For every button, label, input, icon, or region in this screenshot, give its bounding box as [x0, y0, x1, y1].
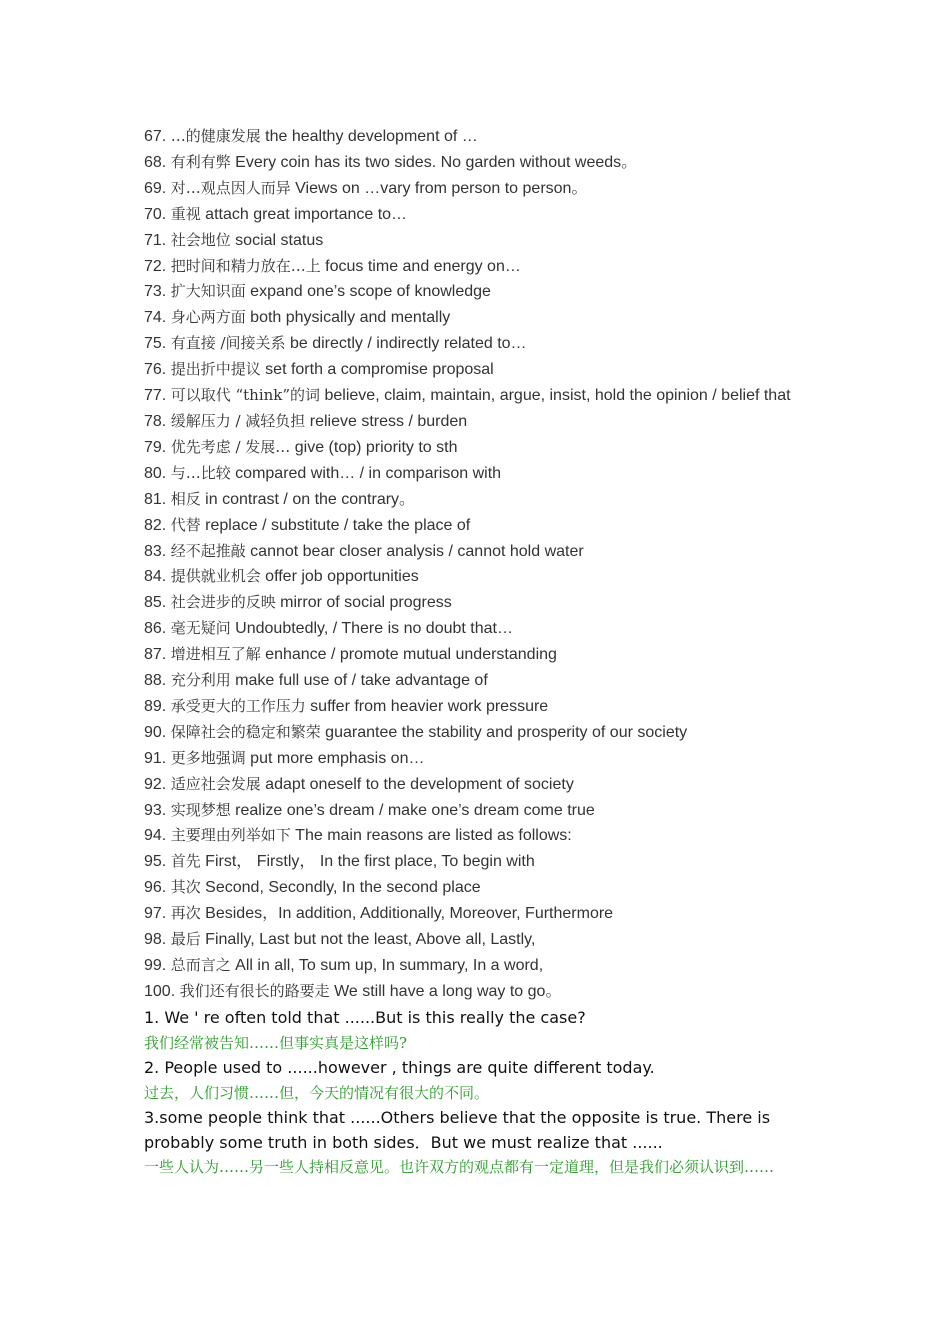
phrase-number: 82.	[144, 516, 167, 534]
phrase-english: compared with… / in comparison with	[235, 464, 502, 482]
template-english: 3.some people think that ......Others believe that the opposite is true. There is probably some truth in both sides．But we must realize that ......	[144, 1107, 771, 1152]
phrase-english: both physically and mentally	[250, 309, 451, 327]
phrase-item	[144, 202, 814, 228]
phrase-number: 75.	[144, 335, 167, 353]
phrase-english: mirror of social progress	[280, 594, 452, 612]
phrase-chinese: 再次	[170, 904, 201, 923]
phrase-chinese: 扩大知识面	[170, 282, 246, 301]
phrase-item	[144, 539, 814, 565]
phrase-item	[144, 435, 814, 461]
phrase-number: 93.	[144, 801, 167, 819]
phrase-item	[144, 305, 814, 331]
phrase-english: Finally, Last but not the least, Above all, Lastly,	[205, 931, 536, 949]
phrase-number: 87.	[144, 646, 167, 664]
phrase-number: 71.	[144, 231, 167, 249]
phrase-chinese: 我们还有很长的路要走	[179, 981, 330, 1000]
phrase-item	[144, 383, 814, 409]
phrase-chinese: 社会进步的反映	[170, 593, 276, 612]
phrase-item	[144, 409, 814, 435]
phrase-number: 96.	[144, 879, 167, 897]
phrase-item	[144, 513, 814, 539]
phrase-english: believe, claim, maintain, argue, insist, hold the opinion / belief that	[324, 387, 791, 405]
phrase-english: expand one’s scope of knowledge	[250, 283, 491, 301]
phrase-chinese: 充分利用	[170, 671, 231, 690]
phrase-item	[144, 279, 814, 305]
phrase-item	[144, 357, 814, 383]
phrase-item	[144, 746, 814, 772]
phrase-english: First， Firstly， In the first place, To begin with	[205, 853, 535, 871]
phrase-english: relieve stress / burden	[309, 412, 468, 430]
template-chinese: 过去，人们习惯……但，今天的情况有很大的不同。	[144, 1083, 490, 1102]
template-chinese: 我们经常被告知……但事实真是这样吗?	[144, 1033, 408, 1052]
phrase-number: 95.	[144, 853, 167, 871]
phrase-number: 74.	[144, 309, 167, 327]
phrase-chinese: 适应社会发展	[170, 774, 261, 793]
phrase-number: 67.	[144, 128, 167, 145]
phrase-number: 83.	[144, 542, 167, 560]
phrase-chinese: 缓解压力 / 减轻负担	[170, 411, 306, 430]
phrase-english: give (top) priority to sth	[294, 438, 458, 456]
phrase-item	[144, 254, 814, 280]
phrase-item	[144, 331, 814, 357]
template-chinese: 一些人认为……另一些人持相反意见。也许双方的观点都有一定道理，但是我们必须认识到……	[144, 1158, 775, 1177]
phrase-number: 72.	[144, 257, 167, 275]
phrase-chinese: 更多地强调	[170, 748, 246, 767]
phrase-chinese: 重视	[170, 204, 201, 223]
phrase-item	[144, 953, 814, 979]
phrase-item	[144, 849, 814, 875]
phrase-item	[144, 979, 814, 1005]
phrase-item	[144, 487, 814, 513]
phrase-english: Views on …vary from person to person。	[295, 179, 588, 197]
phrase-item	[144, 720, 814, 746]
phrase-chinese: 社会地位	[170, 230, 231, 249]
phrase-item	[144, 590, 814, 616]
phrase-chinese: 保障社会的稳定和繁荣	[170, 722, 321, 741]
phrase-english: be directly / indirectly related to…	[289, 335, 527, 353]
phrase-item	[144, 875, 814, 901]
template-english: 2. People used to ......however , things are quite different today.	[144, 1057, 655, 1077]
phrase-number: 81.	[144, 490, 167, 508]
phrase-number: 73.	[144, 283, 167, 301]
phrase-number: 80.	[144, 464, 167, 482]
phrase-chinese: 相反	[170, 489, 201, 508]
template-english: 1. We ' re often told that ......But is this really the case?	[144, 1008, 586, 1027]
phrase-number: 68.	[144, 153, 167, 171]
phrase-item	[144, 461, 814, 487]
phrase-english: attach great importance to…	[205, 205, 408, 223]
phrase-english: in contrast / on the contrary。	[205, 490, 416, 508]
phrase-chinese: 增进相互了解	[170, 645, 261, 664]
phrase-english: social status	[235, 231, 324, 249]
phrase-chinese: 有直接 /间接关系	[170, 334, 286, 353]
phrase-number: 69.	[144, 179, 167, 197]
phrase-item	[144, 823, 814, 849]
phrase-chinese: 提供就业机会	[170, 567, 261, 586]
phrase-chinese: 承受更大的工作压力	[170, 696, 306, 715]
phrase-english: Undoubtedly, / There is no doubt that…	[235, 620, 513, 638]
phrase-english: set forth a compromise proposal	[265, 361, 494, 379]
phrase-number: 89.	[144, 697, 167, 715]
phrase-chinese: 优先考虑 / 发展…	[170, 437, 291, 456]
phrase-chinese: 总而言之	[170, 956, 231, 974]
phrase-item	[144, 901, 814, 927]
phrase-chinese: 其次	[170, 878, 201, 897]
phrase-number: 86.	[144, 620, 167, 638]
phrase-chinese: 与…比较	[170, 463, 231, 482]
phrase-english: Second, Secondly, In the second place	[205, 879, 481, 897]
phrase-chinese: 经不起推敲	[170, 541, 246, 560]
phrase-number: 100.	[144, 982, 176, 1000]
phrase-number: 77.	[144, 387, 167, 405]
phrase-english: offer job opportunities	[265, 568, 419, 586]
phrase-english: Every coin has its two sides. No garden without weeds。	[235, 153, 638, 171]
phrase-item	[144, 772, 814, 798]
phrase-number: 84.	[144, 568, 167, 586]
phrase-item	[144, 927, 814, 953]
phrase-english: realize one’s dream / make one’s dream come true	[235, 801, 595, 819]
phrase-number: 88.	[144, 672, 167, 690]
phrase-english: guarantee the stability and prosperity of our society	[325, 723, 688, 741]
phrase-item	[144, 124, 814, 150]
phrase-number: 99.	[144, 957, 167, 974]
phrase-number: 70.	[144, 205, 167, 223]
phrase-number: 98.	[144, 931, 167, 949]
phrase-english: put more emphasis on…	[250, 749, 425, 767]
phrase-chinese: 有利有弊	[170, 152, 231, 171]
phrase-item	[144, 616, 814, 642]
phrase-item	[144, 228, 814, 254]
phrase-chinese: …的健康发展	[170, 127, 261, 145]
phrase-number: 85.	[144, 594, 167, 612]
template-sentences	[144, 1006, 814, 1180]
phrase-number: 90.	[144, 723, 167, 741]
phrase-english: enhance / promote mutual understanding	[265, 646, 557, 664]
phrase-chinese: 把时间和精力放在…上	[170, 256, 321, 275]
phrase-number: 76.	[144, 361, 167, 379]
phrase-number: 78.	[144, 412, 167, 430]
phrase-english: The main reasons are listed as follows:	[295, 827, 572, 845]
phrase-english: replace / substitute / take the place of	[205, 516, 471, 534]
phrase-chinese: 可以取代 “think”的词	[170, 386, 321, 405]
phrase-chinese: 实现梦想	[170, 800, 231, 819]
phrase-item	[144, 564, 814, 590]
phrase-english: adapt oneself to the development of society	[265, 775, 574, 793]
phrase-english: suffer from heavier work pressure	[310, 697, 549, 715]
phrase-english: All in all, To sum up, In summary, In a word,	[235, 957, 544, 974]
phrase-item	[144, 668, 814, 694]
phrase-item	[144, 150, 814, 176]
phrase-chinese: 提出折中提议	[170, 360, 261, 379]
phrase-item	[144, 642, 814, 668]
phrase-number: 92.	[144, 775, 167, 793]
phrase-number: 91.	[144, 749, 167, 767]
phrase-english: focus time and energy on…	[325, 257, 521, 275]
phrase-english: make full use of / take advantage of	[235, 672, 488, 690]
phrase-english: We still have a long way to go。	[334, 982, 562, 1000]
phrase-chinese: 首先	[170, 852, 201, 871]
phrase-chinese: 身心两方面	[170, 308, 246, 327]
phrase-chinese: 代替	[170, 515, 201, 534]
phrase-list	[144, 124, 814, 1005]
phrase-english: cannot bear closer analysis / cannot hold water	[250, 542, 584, 560]
phrase-english: the healthy development of …	[265, 128, 478, 145]
phrase-item	[144, 176, 814, 202]
phrase-item	[144, 694, 814, 720]
phrase-chinese: 对…观点因人而异	[170, 178, 291, 197]
phrase-english: Besides，In addition, Additionally, Moreover, Furthermore	[205, 905, 614, 923]
phrase-chinese: 最后	[170, 930, 201, 949]
phrase-number: 94.	[144, 827, 167, 845]
phrase-chinese: 毫无疑问	[170, 619, 231, 638]
phrase-item	[144, 798, 814, 824]
phrase-number: 97.	[144, 905, 167, 923]
phrase-number: 79.	[144, 438, 167, 456]
phrase-chinese: 主要理由列举如下	[170, 826, 291, 845]
